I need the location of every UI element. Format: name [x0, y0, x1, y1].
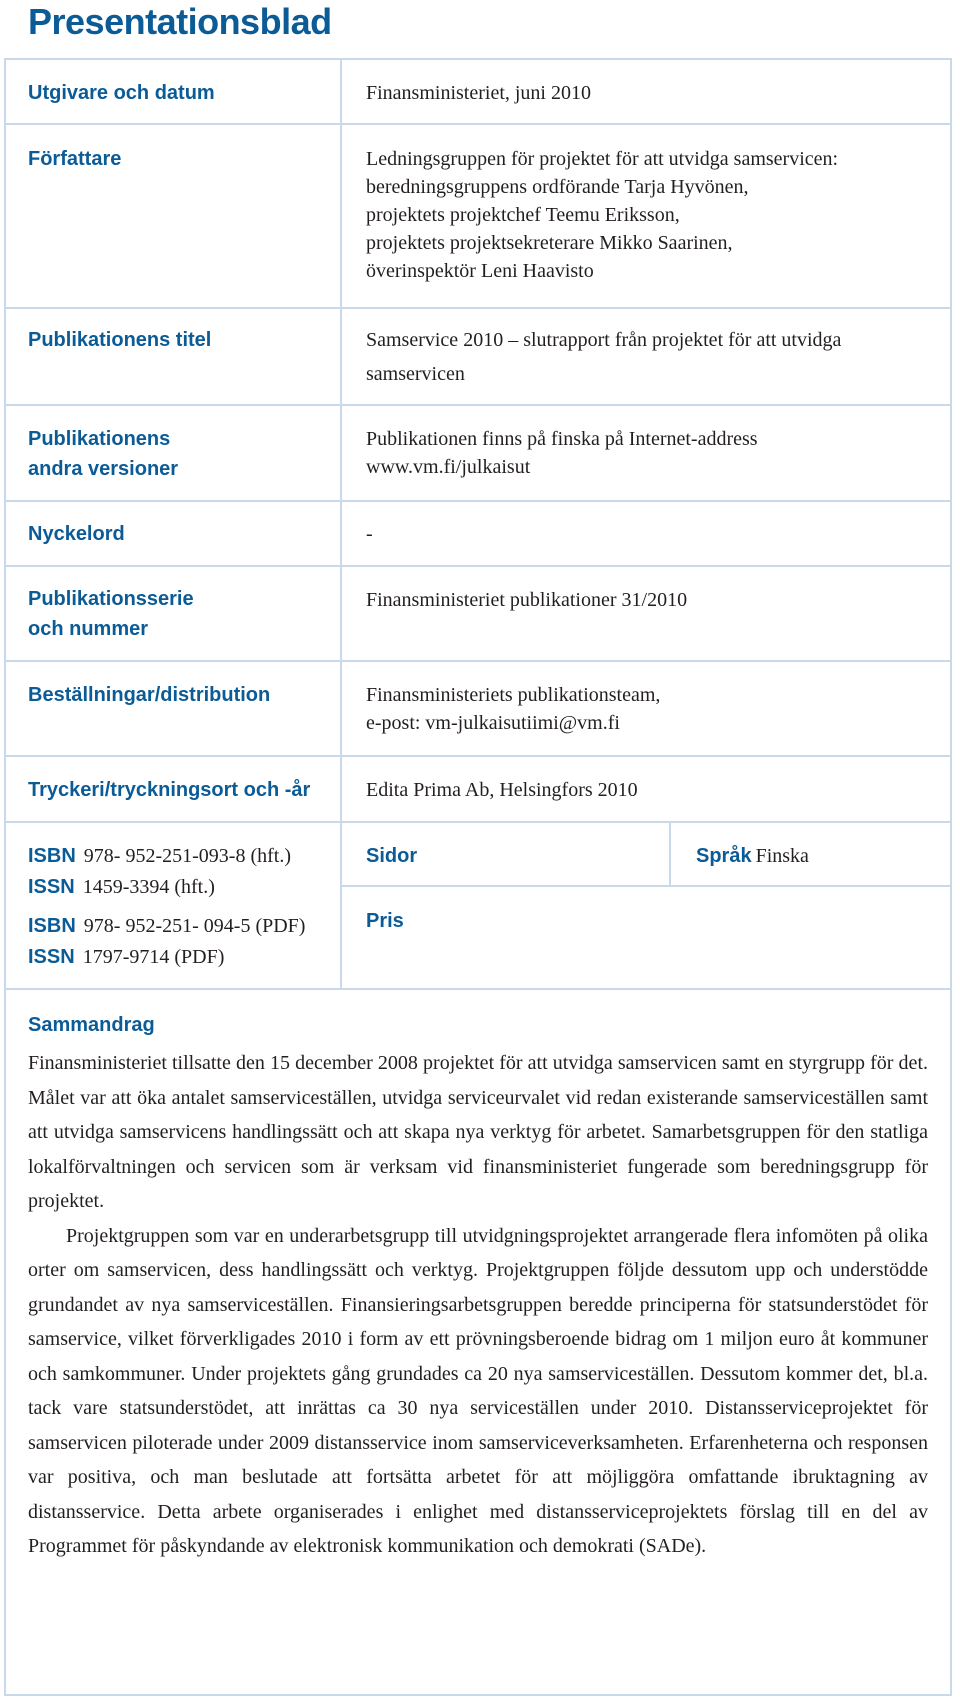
row-divider: [4, 500, 952, 502]
authors-value: [366, 145, 838, 285]
identifier-row: [28, 942, 305, 973]
printer-value: Edita Prima Ab, Helsingfors 2010: [366, 779, 638, 801]
other-versions-value: [366, 425, 758, 481]
printer-label: Tryckeri/tryckningsort och -år: [28, 779, 311, 801]
identifier-row: [28, 911, 305, 942]
summary-heading: Sammandrag: [28, 1014, 155, 1036]
series-label-line: Publikationsserie: [28, 588, 194, 610]
orders-line: Finansministeriets publikationsteam,: [366, 684, 661, 706]
page-title: Presentationsblad: [28, 1, 332, 42]
authors-line: Ledningsgruppen för projektet för att utvidga samservicen:: [366, 148, 839, 170]
issn-label: ISSN: [28, 876, 75, 898]
issn-value: 1797-9714 (PDF): [82, 946, 225, 968]
series-value: Finansministeriet publikationer 31/2010: [366, 589, 688, 611]
row-divider: [4, 755, 952, 757]
keywords-value: -: [366, 523, 373, 545]
publication-title-line: samservicen: [366, 363, 465, 385]
publisher-value: Finansministeriet, juni 2010: [366, 82, 591, 104]
other-versions-label: [28, 424, 178, 484]
row-divider: [4, 821, 952, 823]
language-value: Finska: [755, 845, 809, 867]
other-versions-url: www.vm.fi/julkaisut: [366, 456, 531, 478]
pages-label: Sidor: [366, 845, 418, 867]
other-versions-label-line: andra versioner: [28, 458, 179, 480]
identifier-row: [28, 872, 305, 903]
authors-label: Författare: [28, 148, 122, 170]
issn-label: ISSN: [28, 946, 75, 968]
price-label: Pris: [366, 910, 404, 932]
row-divider: [340, 885, 952, 887]
authors-line: överinspektör Leni Haavisto: [366, 260, 594, 282]
isbn-label: ISBN: [28, 845, 76, 867]
summary-paragraph: Finansministeriet tillsatte den 15 december 2008 projektet för att utvidga samservicen samt en styrgrupp för det. Målet var att öka antalet samserviceställen, utvidga serviceurvalet vid redan existerande samserviceställen samt att utvidga samservicens handlingssätt och att skapa nya verktyg för arbetet. Samarbetsgruppen för den statliga lokalförvaltningen och servicen som är verksam vid finansministeriet fungerade som beredningsgrupp för projektet.: [28, 1052, 928, 1212]
publication-title-value: [366, 323, 841, 391]
publication-title-line: Samservice 2010 – slutrapport från projektet för att utvidga: [366, 329, 842, 351]
orders-value: [366, 681, 660, 737]
orders-email: e-post: vm-julkaisutiimi@vm.fi: [366, 712, 620, 734]
identifier-row: [28, 841, 305, 872]
row-divider: [4, 307, 952, 309]
publisher-label: Utgivare och datum: [28, 82, 215, 104]
row-divider: [4, 404, 952, 406]
language-label: Språk: [696, 845, 752, 867]
summary-text: [28, 1046, 928, 1564]
publication-title-label: Publikationens titel: [28, 329, 212, 351]
column-divider: [340, 58, 342, 990]
row-divider: [4, 123, 952, 125]
row-divider: [4, 565, 952, 567]
keywords-label: Nyckelord: [28, 523, 125, 545]
authors-line: projektets projektsekreterare Mikko Saarinen,: [366, 232, 733, 254]
identifier-list: [28, 841, 305, 973]
orders-label: Beställningar/distribution: [28, 684, 271, 706]
isbn-value: 978- 952-251-093-8 (hft.): [83, 845, 291, 867]
other-versions-label-line: Publikationens: [28, 428, 171, 450]
isbn-label: ISBN: [28, 915, 76, 937]
authors-line: projektets projektchef Teemu Eriksson,: [366, 204, 680, 226]
language-field: [696, 842, 809, 870]
series-label: [28, 584, 194, 644]
series-label-line: och nummer: [28, 618, 149, 640]
row-divider: [4, 660, 952, 662]
authors-line: beredningsgruppens ordförande Tarja Hyvönen,: [366, 176, 749, 198]
column-divider: [669, 821, 671, 887]
other-versions-line: Publikationen finns på finska på Internet-address: [366, 428, 758, 450]
row-divider: [4, 988, 952, 990]
summary-paragraph: Projektgruppen som var en underarbetsgrupp till utvidgningsprojektet arrangerade flera infomöten på olika orter om samservicen, dess handlingssätt och verktyg. Projektgruppen följde dessutom upp och understödde grundandet av nya samserviceställen. Finansieringsarbetsgruppen beredde principerna för statsunderstödet för samservice, vilket förverkligades 2010 i form av ett prövningsberoende bidrag om 1 miljon euro åt kommuner och samkommuner. Under projektets gång grundades ca 20 nya samserviceställen. Dessutom kommer det, bl.a. tack vare statsunderstödet, att inrättas ca 30 nya serviceställen under 2010. Distansserviceprojektet för samservicen piloterade under 2009 distansservice inom samserviceverksamheten. Erfarenheterna och responsen var positiva, och man beslutade att fortsätta arbetet för att möjliggöra omfattande ibruktagning av distansservice. Detta arbete organiserades i enlighet med distansserviceprojektets förslag till en del av Programmet för påskyndande av elektronisk kommunikation och demokrati (SADe).: [28, 1224, 928, 1557]
issn-value: 1459-3394 (hft.): [82, 876, 215, 898]
isbn-value: 978- 952-251- 094-5 (PDF): [83, 915, 306, 937]
